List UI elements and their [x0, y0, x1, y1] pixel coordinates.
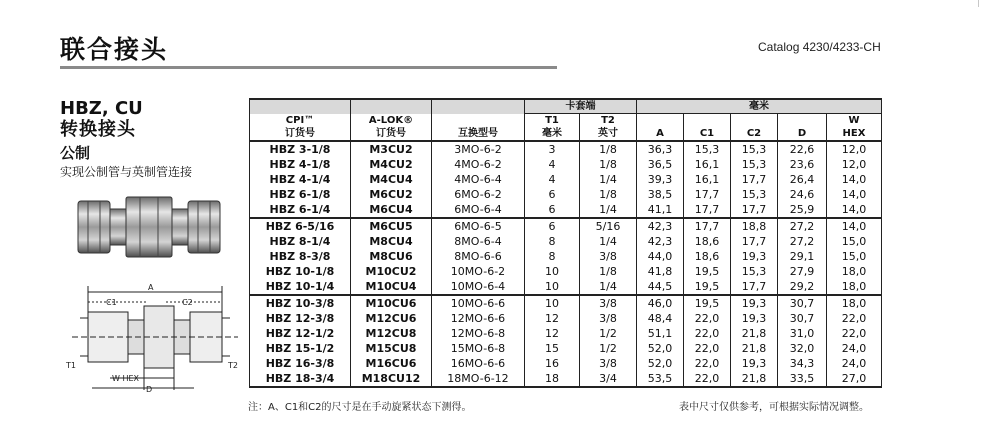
cell-t2: 1/2	[580, 341, 637, 356]
col-header-d: D	[778, 127, 827, 141]
cell-c1: 16,1	[684, 172, 731, 187]
cell-d: 29,2	[778, 279, 827, 295]
cell-d: 29,1	[778, 249, 827, 264]
table-row	[250, 326, 882, 341]
cell-c1: 17,7	[684, 187, 731, 202]
cell-w: 18,0	[827, 264, 882, 279]
cell-cpi-no: HBZ 4-1/4	[250, 172, 351, 187]
cell-t1: 8	[525, 234, 580, 249]
cell-t1: 3	[525, 141, 580, 157]
cell-a: 53,5	[637, 371, 684, 387]
cell-w: 18,0	[827, 295, 882, 311]
cell-alok-no: M8CU4	[351, 234, 432, 249]
table-row	[250, 249, 882, 264]
dimension-drawing	[62, 278, 242, 396]
cell-d: 25,9	[778, 202, 827, 218]
cell-alok-no: M10CU4	[351, 279, 432, 295]
cell-w: 12,0	[827, 141, 882, 157]
cell-a: 36,3	[637, 141, 684, 157]
cell-cpi-no: HBZ 18-3/4	[250, 371, 351, 387]
cell-w: 14,0	[827, 187, 882, 202]
cell-t2: 3/8	[580, 311, 637, 326]
cell-w: 22,0	[827, 326, 882, 341]
footnote-measurement: 注：A、C1和C2的尺寸是在手动旋紧状态下测得。	[248, 402, 472, 413]
cell-t2: 1/4	[580, 172, 637, 187]
cell-c1: 17,7	[684, 202, 731, 218]
cell-alok-no: M6CU5	[351, 218, 432, 234]
cell-a: 39,3	[637, 172, 684, 187]
cell-c2: 21,8	[731, 341, 778, 356]
dim-label-d: D	[146, 385, 153, 394]
cell-c2: 15,3	[731, 264, 778, 279]
cell-w: 14,0	[827, 202, 882, 218]
col-header-interchange: 互换型号	[432, 127, 525, 141]
cell-d: 32,0	[778, 341, 827, 356]
table-row	[250, 279, 882, 295]
cell-w: 18,0	[827, 279, 882, 295]
cell-cpi-no: HBZ 10-1/4	[250, 279, 351, 295]
cell-t1: 12	[525, 326, 580, 341]
cell-d: 23,6	[778, 157, 827, 172]
cell-interchange: 12MO-6-6	[432, 311, 525, 326]
cell-t2: 1/8	[580, 187, 637, 202]
fitting-photo	[74, 195, 224, 259]
col-header-alok: A-LOK®	[351, 114, 432, 128]
cell-t1: 4	[525, 172, 580, 187]
table-row	[250, 341, 882, 356]
cell-t1: 15	[525, 341, 580, 356]
cell-c2: 17,7	[731, 202, 778, 218]
cell-c2: 18,8	[731, 218, 778, 234]
cell-c2: 17,7	[731, 279, 778, 295]
cell-cpi-no: HBZ 6-1/4	[250, 202, 351, 218]
cell-cpi-no: HBZ 16-3/8	[250, 356, 351, 371]
cell-cpi-no: HBZ 3-1/8	[250, 141, 351, 157]
cell-w: 24,0	[827, 341, 882, 356]
table-row	[250, 311, 882, 326]
header-blank	[432, 99, 525, 114]
header-blank	[731, 114, 778, 128]
dimension-table	[249, 98, 882, 388]
cell-d: 34,3	[778, 356, 827, 371]
cell-t2: 1/8	[580, 141, 637, 157]
page-title: 联合接头	[60, 35, 169, 64]
cell-w: 15,0	[827, 234, 882, 249]
cell-w: 12,0	[827, 157, 882, 172]
cell-d: 24,6	[778, 187, 827, 202]
header-blank	[637, 114, 684, 128]
cell-t2: 1/2	[580, 326, 637, 341]
table-row	[250, 356, 882, 371]
cell-interchange: 6MO-6-4	[432, 202, 525, 218]
cell-a: 52,0	[637, 341, 684, 356]
product-name: 转换接头	[60, 119, 136, 140]
table-row	[250, 202, 882, 218]
title-underline	[60, 66, 557, 69]
cell-interchange: 18MO-6-12	[432, 371, 525, 387]
cell-c2: 21,8	[731, 371, 778, 387]
cell-w: 27,0	[827, 371, 882, 387]
cell-d: 30,7	[778, 311, 827, 326]
cell-c2: 21,8	[731, 326, 778, 341]
cell-t1: 8	[525, 249, 580, 264]
cell-w: 14,0	[827, 172, 882, 187]
cell-interchange: 4MO-6-2	[432, 157, 525, 172]
table-row	[250, 234, 882, 249]
cell-interchange: 10MO-6-4	[432, 279, 525, 295]
cell-c1: 18,6	[684, 249, 731, 264]
cell-c2: 19,3	[731, 295, 778, 311]
header-blank	[778, 114, 827, 128]
cell-interchange: 3MO-6-2	[432, 141, 525, 157]
cell-c2: 15,3	[731, 157, 778, 172]
table-row	[250, 295, 882, 311]
cell-c1: 22,0	[684, 371, 731, 387]
cell-t1: 12	[525, 311, 580, 326]
cell-d: 22,6	[778, 141, 827, 157]
cell-a: 42,3	[637, 218, 684, 234]
cell-d: 30,7	[778, 295, 827, 311]
cell-c1: 15,3	[684, 141, 731, 157]
dim-label-whex: W HEX	[112, 374, 140, 383]
table-row	[250, 218, 882, 234]
cell-a: 44,0	[637, 249, 684, 264]
cell-t2: 1/4	[580, 202, 637, 218]
cell-a: 41,1	[637, 202, 684, 218]
dim-label-c1: C1	[106, 298, 117, 307]
product-description	[60, 98, 192, 180]
cell-interchange: 10MO-6-2	[432, 264, 525, 279]
cell-c2: 19,3	[731, 356, 778, 371]
cell-t1: 6	[525, 202, 580, 218]
col-header-t2: T2	[580, 114, 637, 128]
group-header-nut: 卡套端	[525, 99, 637, 114]
table-row	[250, 187, 882, 202]
cell-cpi-no: HBZ 4-1/8	[250, 157, 351, 172]
cell-alok-no: M12CU8	[351, 326, 432, 341]
cell-d: 26,4	[778, 172, 827, 187]
cell-cpi-no: HBZ 6-5/16	[250, 218, 351, 234]
cell-t2: 3/8	[580, 295, 637, 311]
cell-interchange: 12MO-6-8	[432, 326, 525, 341]
cell-interchange: 15MO-6-8	[432, 341, 525, 356]
cell-t2: 1/8	[580, 264, 637, 279]
cell-c2: 19,3	[731, 311, 778, 326]
dim-label-t1: T1	[66, 361, 76, 370]
cell-d: 27,2	[778, 218, 827, 234]
cell-c2: 17,7	[731, 234, 778, 249]
cell-t2: 1/8	[580, 157, 637, 172]
group-header-mm: 毫米	[637, 99, 882, 114]
product-desc: 实现公制管与英制管连接	[60, 165, 193, 179]
cell-a: 46,0	[637, 295, 684, 311]
cell-alok-no: M10CU2	[351, 264, 432, 279]
cell-t2: 1/4	[580, 234, 637, 249]
cell-cpi-no: HBZ 15-1/2	[250, 341, 351, 356]
header-blank	[684, 114, 731, 128]
cell-t1: 10	[525, 295, 580, 311]
table-row	[250, 371, 882, 387]
cell-w: 22,0	[827, 311, 882, 326]
cell-interchange: 6MO-6-5	[432, 218, 525, 234]
col-header-a: A	[637, 127, 684, 141]
cell-alok-no: M3CU2	[351, 141, 432, 157]
table-row	[250, 264, 882, 279]
cell-d: 27,2	[778, 234, 827, 249]
cell-interchange: 6MO-6-2	[432, 187, 525, 202]
col-header-t1-sub: 毫米	[525, 127, 580, 141]
col-header-cpi: CPI™	[250, 114, 351, 128]
cell-t1: 4	[525, 157, 580, 172]
cell-interchange: 8MO-6-4	[432, 234, 525, 249]
col-header-alok-sub: 订货号	[351, 127, 432, 141]
cell-c2: 17,7	[731, 172, 778, 187]
cell-cpi-no: HBZ 12-3/8	[250, 311, 351, 326]
cell-t1: 18	[525, 371, 580, 387]
cell-t2: 3/4	[580, 371, 637, 387]
cell-c1: 16,1	[684, 157, 731, 172]
cell-c1: 22,0	[684, 356, 731, 371]
cell-alok-no: M10CU6	[351, 295, 432, 311]
catalog-number: Catalog 4230/4233-CH	[758, 40, 881, 54]
cell-alok-no: M6CU4	[351, 202, 432, 218]
col-header-w: W	[827, 114, 882, 128]
cell-a: 52,0	[637, 356, 684, 371]
cell-c1: 19,5	[684, 295, 731, 311]
cell-cpi-no: HBZ 12-1/2	[250, 326, 351, 341]
cell-cpi-no: HBZ 8-1/4	[250, 234, 351, 249]
dim-label-t2: T2	[228, 361, 238, 370]
cell-c2: 19,3	[731, 249, 778, 264]
col-header-c1: C1	[684, 127, 731, 141]
cell-a: 42,3	[637, 234, 684, 249]
cell-c1: 18,6	[684, 234, 731, 249]
cell-alok-no: M15CU8	[351, 341, 432, 356]
cell-a: 38,5	[637, 187, 684, 202]
cell-d: 27,9	[778, 264, 827, 279]
cell-a: 36,5	[637, 157, 684, 172]
cell-w: 24,0	[827, 356, 882, 371]
cell-t1: 6	[525, 218, 580, 234]
cell-d: 33,5	[778, 371, 827, 387]
col-header-t2-sub: 英寸	[580, 127, 637, 141]
cell-alok-no: M6CU2	[351, 187, 432, 202]
cell-cpi-no: HBZ 6-1/8	[250, 187, 351, 202]
cell-c1: 22,0	[684, 341, 731, 356]
cell-alok-no: M4CU4	[351, 172, 432, 187]
table-row	[250, 141, 882, 157]
cell-d: 31,0	[778, 326, 827, 341]
cell-alok-no: M16CU6	[351, 356, 432, 371]
col-header-cpi-sub: 订货号	[250, 127, 351, 141]
header-blank	[432, 114, 525, 128]
cell-cpi-no: HBZ 10-1/8	[250, 264, 351, 279]
table-row	[250, 172, 882, 187]
cell-interchange: 16MO-6-6	[432, 356, 525, 371]
cell-a: 51,1	[637, 326, 684, 341]
cell-a: 48,4	[637, 311, 684, 326]
col-header-w-sub: HEX	[827, 127, 882, 141]
cell-w: 15,0	[827, 249, 882, 264]
footnote-reference: 表中尺寸仅供参考，可根据实际情况调整。	[679, 402, 869, 413]
cell-t1: 10	[525, 264, 580, 279]
cell-t2: 5/16	[580, 218, 637, 234]
product-subtitle: 公制	[60, 144, 91, 162]
cell-c1: 22,0	[684, 326, 731, 341]
table-row	[250, 157, 882, 172]
cell-t1: 10	[525, 279, 580, 295]
cell-t2: 1/4	[580, 279, 637, 295]
cell-a: 44,5	[637, 279, 684, 295]
cell-t1: 16	[525, 356, 580, 371]
cell-alok-no: M12CU6	[351, 311, 432, 326]
cell-interchange: 4MO-6-4	[432, 172, 525, 187]
cell-t2: 3/8	[580, 249, 637, 264]
cell-cpi-no: HBZ 10-3/8	[250, 295, 351, 311]
cell-c2: 15,3	[731, 141, 778, 157]
cell-c1: 22,0	[684, 311, 731, 326]
dim-label-c2: C2	[182, 298, 193, 307]
cell-interchange: 10MO-6-6	[432, 295, 525, 311]
header-blank	[351, 99, 432, 114]
dim-label-a: A	[148, 283, 154, 292]
cell-interchange: 8MO-6-6	[432, 249, 525, 264]
cell-alok-no: M18CU12	[351, 371, 432, 387]
cell-c2: 15,3	[731, 187, 778, 202]
product-code: HBZ, CU	[60, 98, 143, 119]
cell-t1: 6	[525, 187, 580, 202]
header-blank	[250, 99, 351, 114]
cell-a: 41,8	[637, 264, 684, 279]
cell-c1: 19,5	[684, 279, 731, 295]
col-header-t1: T1	[525, 114, 580, 128]
cell-alok-no: M8CU6	[351, 249, 432, 264]
col-header-c2: C2	[731, 127, 778, 141]
cell-t2: 3/8	[580, 356, 637, 371]
cell-w: 14,0	[827, 218, 882, 234]
cell-alok-no: M4CU2	[351, 157, 432, 172]
cell-c1: 19,5	[684, 264, 731, 279]
cell-c1: 17,7	[684, 218, 731, 234]
cell-cpi-no: HBZ 8-3/8	[250, 249, 351, 264]
page-edge-mark	[978, 0, 979, 7]
